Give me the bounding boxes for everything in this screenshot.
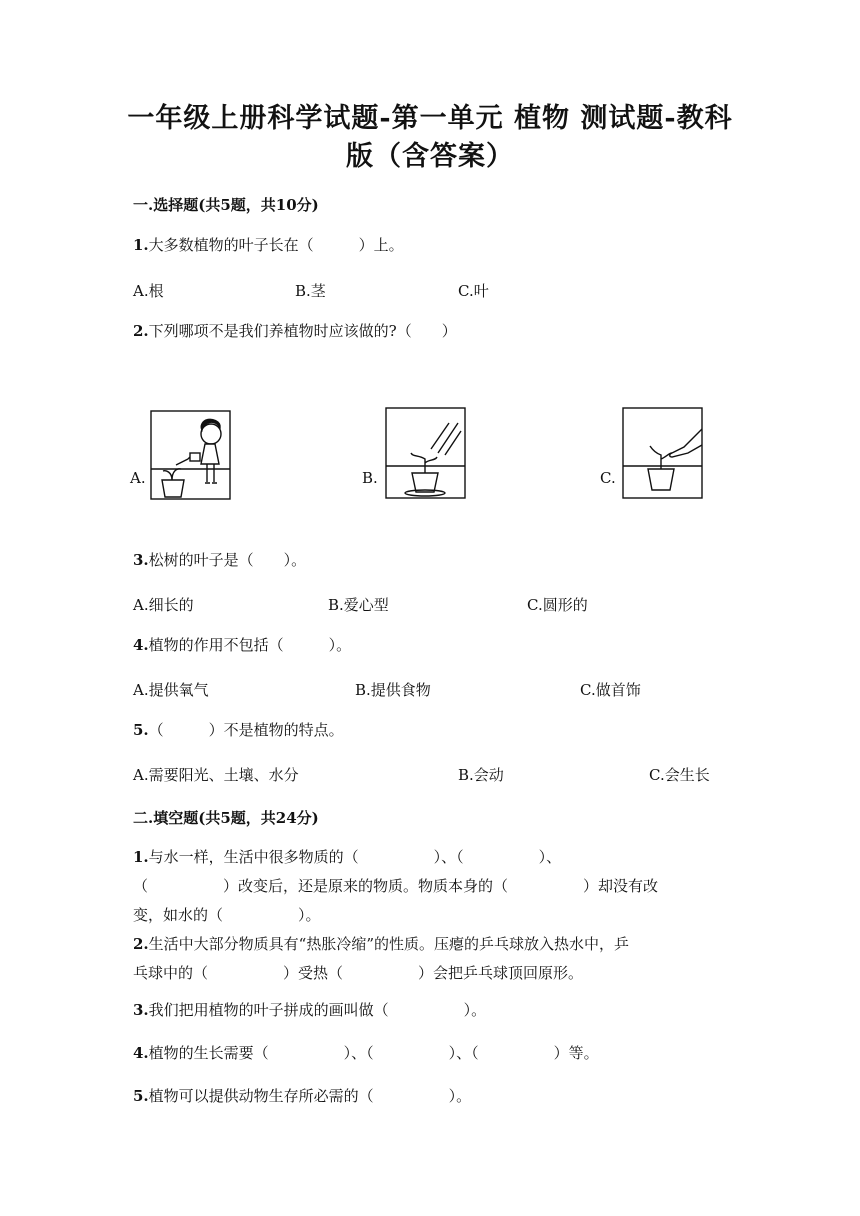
fill-question-3 [133,996,733,1025]
question-line: 变，如水的（ ）。 [133,906,321,924]
question-1-5 [133,716,733,745]
question-line: （ ）改变后，还是原来的物质。物质本身的（ ）却没有改 [133,877,659,895]
section-heading-choice: 一.选择题(共5题，共10分) [133,196,319,214]
option-a: A.根 [133,282,164,300]
question-number: 3. [133,1001,149,1019]
option-c: C.叶 [458,282,489,300]
question-number: 2. [133,322,149,340]
option-a: A.细长的 [133,596,194,614]
option-b: B.爱心型 [328,596,389,614]
page-title: 一年级上册科学试题-第一单元 植物 测试题-教科版（含答案） [127,103,733,172]
hand-touching-plant-picture [622,407,704,500]
option-b: B.提供食物 [355,681,431,699]
question-text: 植物的作用不包括（ ）。 [148,636,352,654]
fill-question-4 [133,1039,733,1068]
question-number: 3. [133,551,149,569]
watering-plant-picture [150,410,232,502]
question-line: 1.与水一样，生活中很多物质的（ ）、（ ）、 [133,848,562,866]
question-number: 5. [133,1087,149,1105]
question-text: 下列哪项不是我们养植物时应该做的?（ ） [148,322,457,340]
question-text: 大多数植物的叶子长在（ ）上。 [148,236,404,254]
option-b: B. [362,469,378,487]
question-number: 5. [133,721,149,739]
question-line: 2.生活中大部分物质具有“热胀冷缩”的性质。压瘪的乒乓球放入热水中，乒 [133,935,630,953]
fill-question-2 [133,930,733,988]
question-number: 4. [133,1044,149,1062]
plant-in-sunlight-picture [385,407,467,500]
option-c: C.会生长 [649,766,710,784]
option-b: B.会动 [458,766,504,784]
fill-question-5 [133,1082,733,1111]
option-c: C.圆形的 [527,596,588,614]
section-heading-fill: 二.填空题(共5题，共24分) [133,809,319,827]
option-b: B.茎 [295,282,326,300]
fill-question-1 [133,843,733,930]
question-number: 1. [133,848,149,866]
question-line: 乓球中的（ ）受热（ ）会把乒乓球顶回原形。 [133,964,584,982]
question-number: 4. [133,636,149,654]
option-c: C.做首饰 [580,681,641,699]
question-number: 1. [133,236,149,254]
question-line: 5.植物可以提供动物生存所必需的（ ）。 [133,1087,472,1105]
question-1-4 [133,631,733,660]
question-line: 4.植物的生长需要（ ）、（ ）、（ ）等。 [133,1044,599,1062]
option-a: A.提供氧气 [133,681,209,699]
option-a: A.需要阳光、土壤、水分 [133,766,299,784]
option-a: A. [130,469,146,487]
question-text: （ ）不是植物的特点。 [148,721,344,739]
question-text: 松树的叶子是（ ）。 [148,551,307,569]
question-number: 2. [133,935,149,953]
question-1-3 [133,546,733,575]
question-line: 3.我们把用植物的叶子拼成的画叫做（ ）。 [133,1001,487,1019]
option-c: C. [600,469,616,487]
question-1-1 [133,231,733,260]
question-1-2 [133,317,733,346]
